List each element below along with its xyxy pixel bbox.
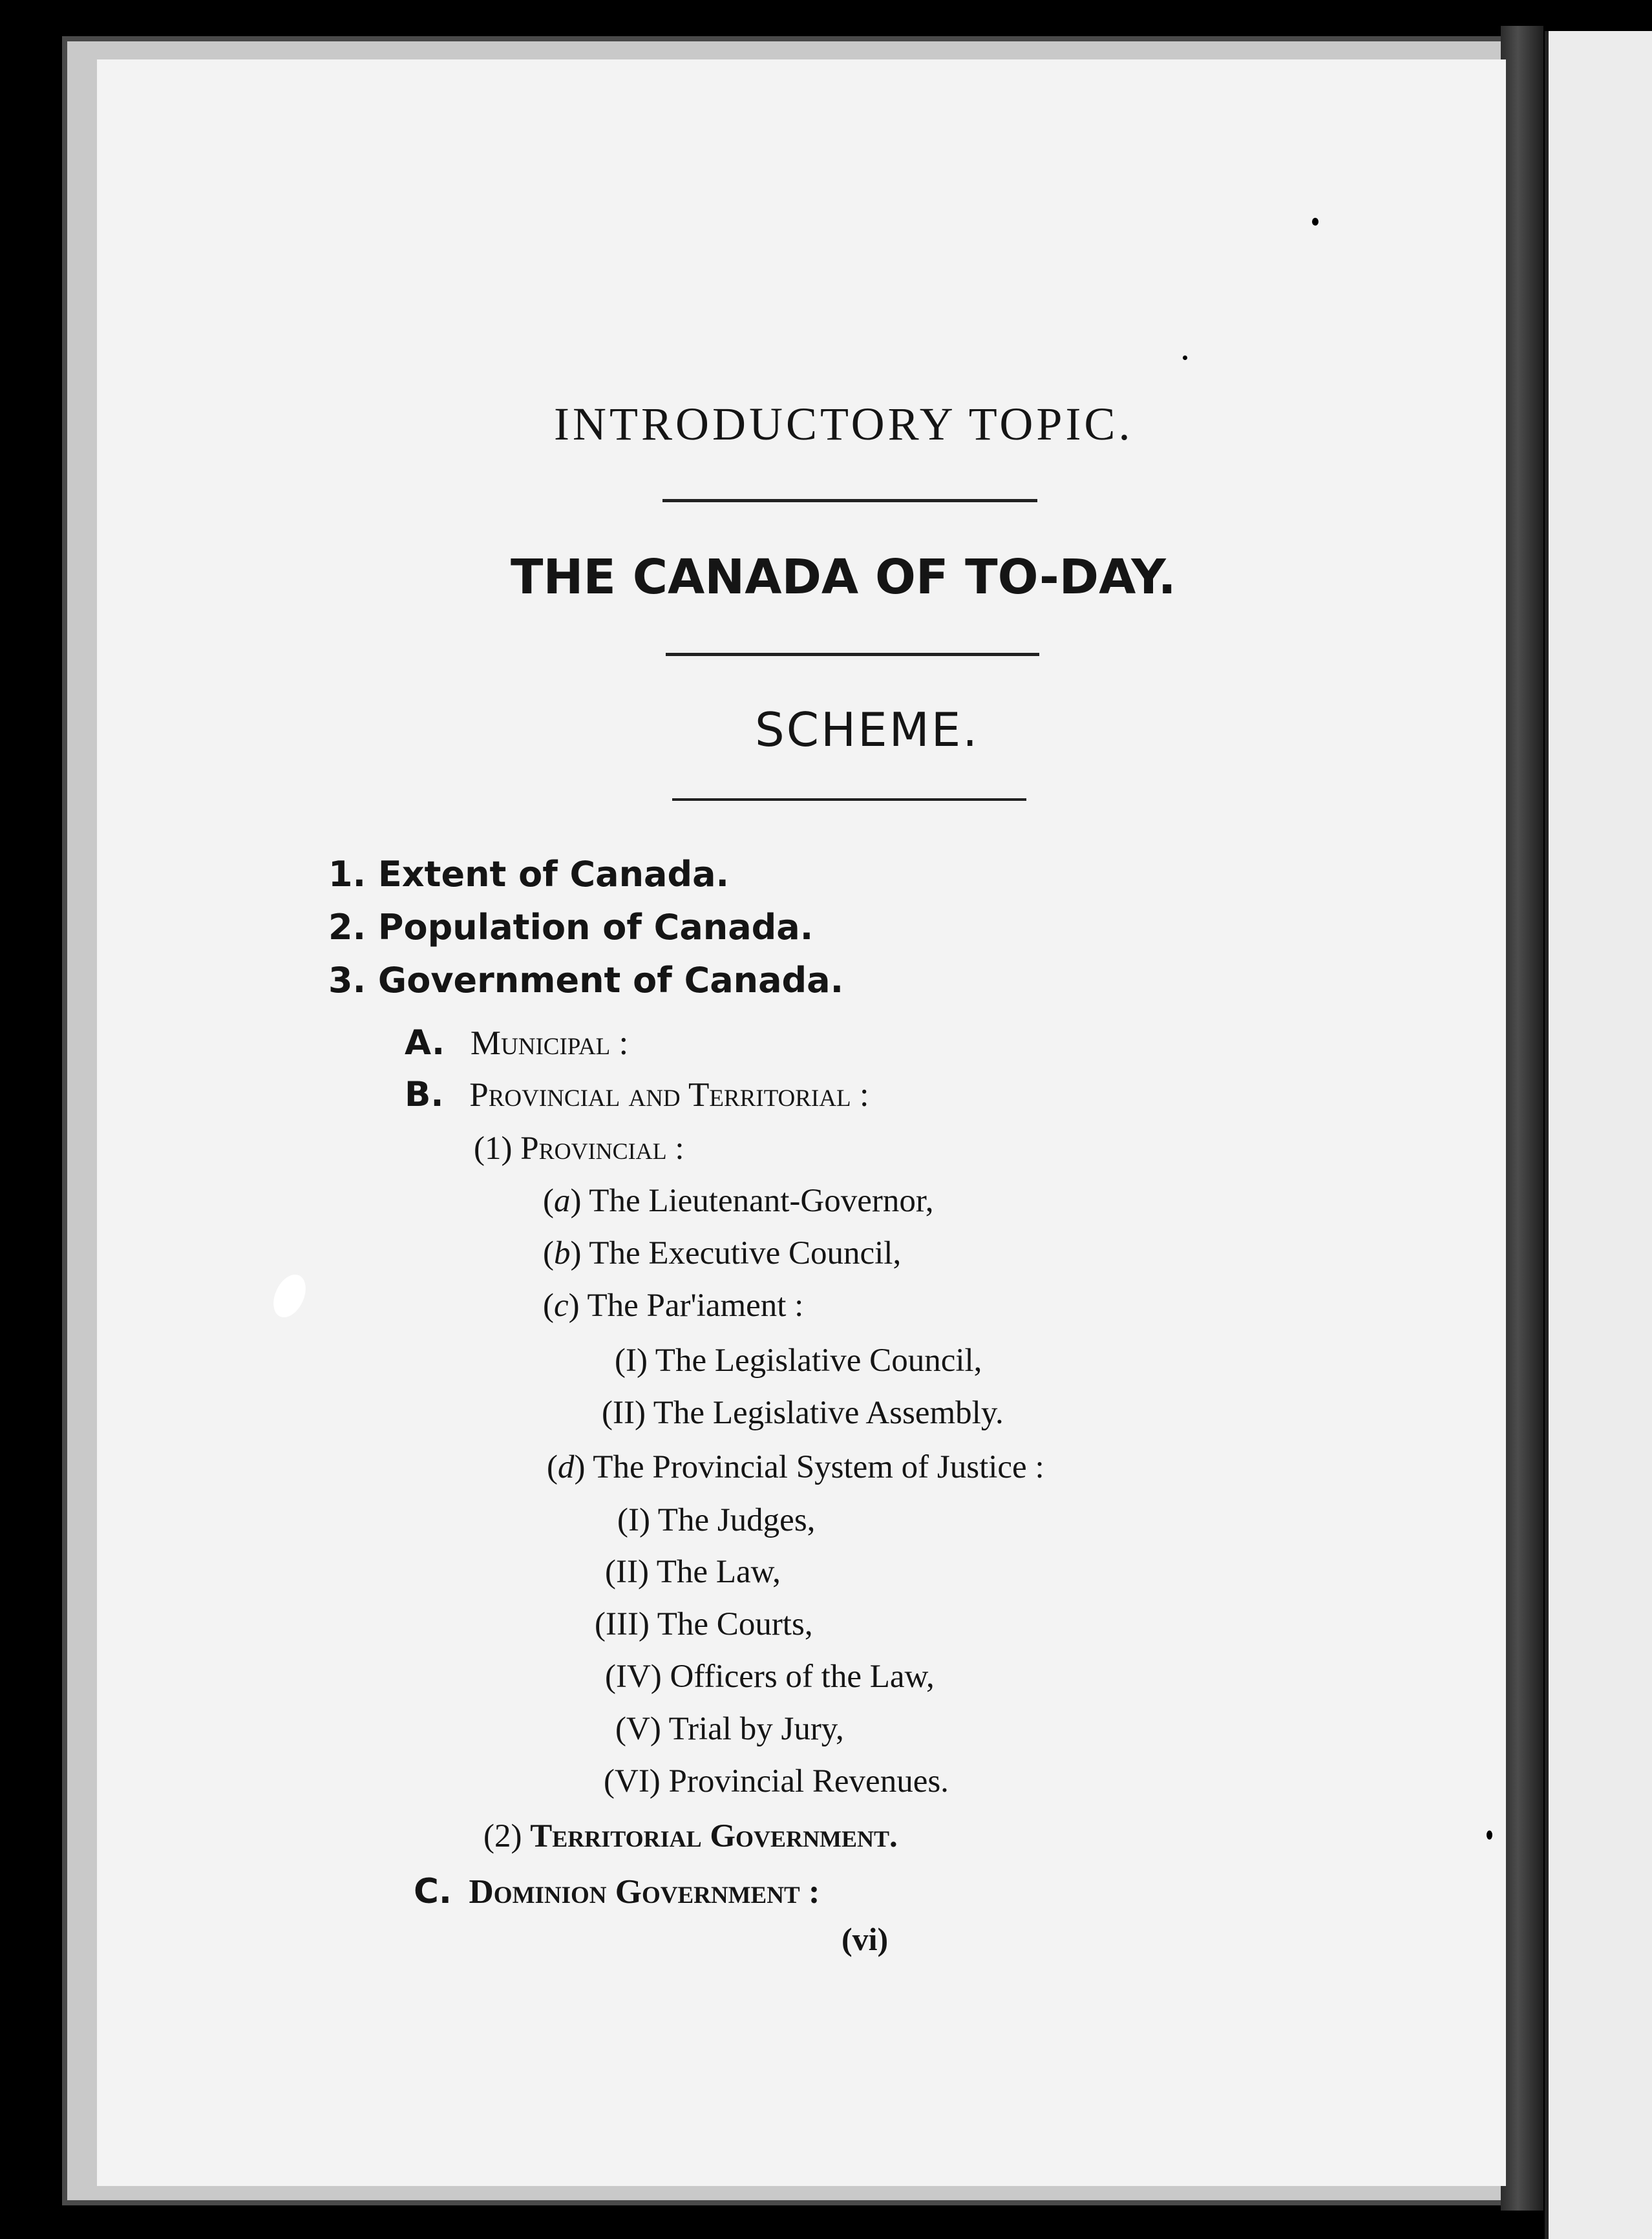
section-dominion xyxy=(414,1874,820,1909)
item-title: The Judges, xyxy=(657,1502,816,1538)
scheme-heading: SCHEME. xyxy=(755,703,980,757)
item-title: The Par'iament : xyxy=(587,1288,804,1324)
parliament-item xyxy=(602,1397,1004,1430)
justice-item xyxy=(605,1661,935,1693)
subsection-title: Provincial : xyxy=(520,1130,684,1167)
item-title: The Executive Council, xyxy=(589,1235,902,1271)
subsection-territorial xyxy=(483,1820,898,1853)
section-provincial-territorial xyxy=(405,1077,869,1112)
topic-population xyxy=(328,907,814,948)
scan-speck xyxy=(1183,355,1187,360)
item-title: Trial by Jury, xyxy=(668,1711,844,1747)
item-mark: c xyxy=(553,1288,569,1324)
section-letter: A. xyxy=(405,1023,445,1063)
subsection-number: (1) xyxy=(474,1130,513,1167)
subsection-provincial xyxy=(474,1132,684,1165)
item-number: (II) xyxy=(602,1395,646,1431)
section-title: Provincial and Territorial : xyxy=(469,1076,869,1114)
page-number: (vi) xyxy=(842,1921,889,1957)
topic-title: Extent of Canada. xyxy=(377,854,730,895)
topic-extent xyxy=(328,854,730,895)
justice-item xyxy=(615,1713,844,1746)
scan-speck xyxy=(1312,218,1318,226)
item-title: The Legislative Council, xyxy=(655,1342,982,1379)
section-title: Municipal : xyxy=(470,1024,629,1062)
section-title: Dominion Government : xyxy=(469,1873,820,1911)
scan-smudge xyxy=(267,1269,312,1322)
introductory-topic-heading: INTRODUCTORY TOPIC. xyxy=(554,398,1134,450)
item-title: Officers of the Law, xyxy=(670,1659,935,1695)
item-title: The Provincial System of Justice : xyxy=(593,1449,1044,1485)
topic-number: 1. xyxy=(328,854,366,895)
parliament-item xyxy=(615,1344,982,1377)
topic-title: Population of Canada. xyxy=(377,907,814,948)
topic-title: Government of Canada. xyxy=(377,960,844,1001)
heading-rule xyxy=(672,798,1026,801)
item-parliament: (c) The Par'iament : xyxy=(543,1288,804,1324)
section-municipal xyxy=(405,1023,629,1063)
item-mark: d xyxy=(557,1449,575,1485)
topic-government xyxy=(328,960,844,1001)
topic-number: 3. xyxy=(328,960,366,1001)
item-number: (I) xyxy=(615,1342,648,1379)
item-lieutenant-governor: (a) The Lieutenant-Governor, xyxy=(543,1183,934,1219)
justice-item xyxy=(617,1504,815,1537)
topic-number: 2. xyxy=(328,907,366,948)
item-number: (VI) xyxy=(604,1763,661,1799)
heading-rule xyxy=(662,499,1037,502)
item-title: The Legislative Assembly. xyxy=(653,1395,1004,1431)
book-page xyxy=(97,59,1506,2186)
item-number: (IV) xyxy=(605,1659,662,1695)
item-number: (I) xyxy=(617,1502,650,1538)
item-title: The Law, xyxy=(656,1554,781,1590)
scan-speck xyxy=(1487,1830,1492,1840)
subsection-number: (2) xyxy=(483,1818,522,1854)
item-number: (II) xyxy=(605,1554,649,1590)
item-number: (V) xyxy=(615,1711,661,1747)
justice-item xyxy=(604,1765,949,1798)
justice-item xyxy=(605,1556,781,1589)
item-mark: a xyxy=(553,1183,571,1219)
section-letter: B. xyxy=(405,1075,444,1114)
item-mark: b xyxy=(553,1235,571,1271)
section-letter: C. xyxy=(414,1872,452,1911)
page-title: THE CANADA OF TO-DAY. xyxy=(511,549,1176,605)
justice-item xyxy=(595,1608,813,1641)
item-number: (III) xyxy=(595,1606,650,1642)
item-title: The Lieutenant-Governor, xyxy=(589,1183,934,1219)
item-title: Provincial Revenues. xyxy=(668,1763,949,1799)
item-executive-council: (b) The Executive Council, xyxy=(543,1235,902,1271)
book-spine xyxy=(1501,26,1543,2211)
facing-page-edge xyxy=(1545,31,1652,2239)
heading-rule xyxy=(666,653,1039,656)
item-system-of-justice: (d) The Provincial System of Justice : xyxy=(547,1449,1044,1485)
subsection-title: Territorial Government. xyxy=(530,1818,898,1854)
item-title: The Courts, xyxy=(657,1606,813,1642)
